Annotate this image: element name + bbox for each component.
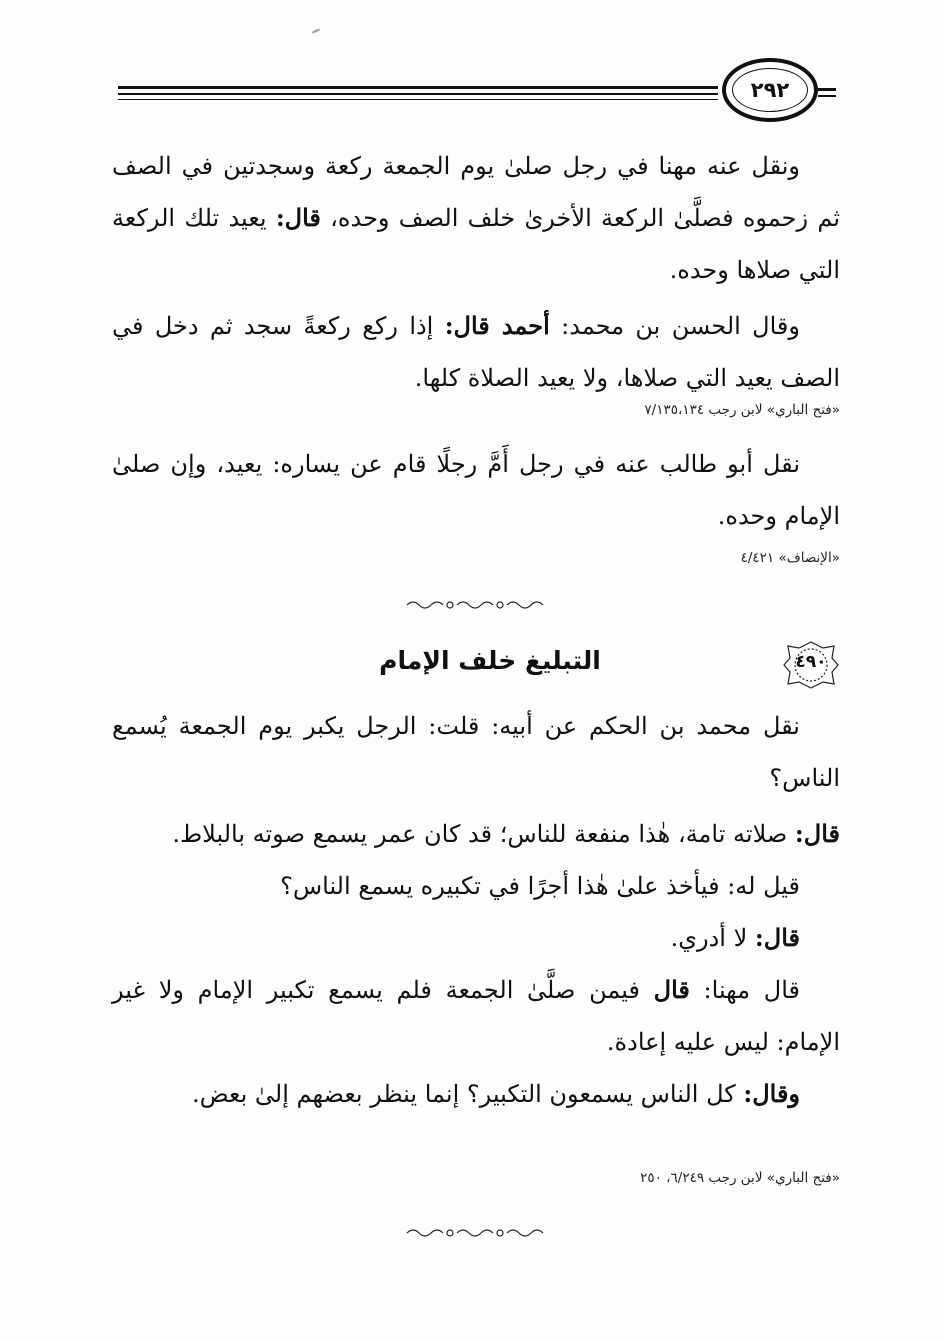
paragraph (112, 860, 840, 912)
paragraph: نقل أبو طالب عنه في رجل أَمَّ رجلًا قام عن يساره: يعيد، وإن صلىٰ الإمام وحده. (112, 450, 840, 530)
keyword: قال: (754, 923, 800, 952)
keyword: قال: (275, 203, 321, 232)
paragraph (112, 808, 840, 860)
paragraph-text: ونقل عنه مهنا في رجل صلىٰ يوم الجمعة ركعة وسجدتين في الصف ثم زحموه فصلَّىٰ الركعة الأخرىٰ خلف الصف وحده، (112, 152, 841, 232)
keyword: وقال: (743, 1079, 800, 1108)
paragraph-text: يعيد تلك الركعة التي صلاها وحده. (112, 204, 840, 284)
text-block (112, 438, 840, 542)
paragraph (112, 1068, 840, 1120)
paragraph: نقل محمد بن الحكم عن أبيه: قلت: الرجل يكبر يوم الجمعة يُسمع الناس؟ (112, 712, 840, 792)
text-block-top (112, 140, 840, 404)
section-number: ٤٩٠ (795, 652, 827, 672)
paragraph-text: إذا ركع ركعةً سجد ثم دخل في الصف يعيد التي صلاها، ولا يعيد الصلاة كلها. (112, 312, 840, 392)
paragraph (112, 140, 840, 296)
header-rule (118, 93, 718, 95)
paragraph (112, 300, 840, 404)
source-reference: «فتح الباري» لابن رجب ٦/٢٤٩، ٢٥٠ (640, 1170, 840, 1186)
header-rule-tail (818, 95, 836, 97)
source-reference: «الإنصاف» ٤/٤٢١ (740, 550, 840, 566)
source-reference: «فتح الباري» لابن رجب ٧/١٣٥،١٣٤ (644, 402, 840, 418)
paragraph-text: كل الناس يسمعون التكبير؟ إنما ينظر بعضهم إلىٰ بعض. (191, 1080, 744, 1108)
paragraph (112, 912, 840, 964)
ornament-divider (405, 1226, 555, 1240)
keyword: قال (653, 975, 690, 1004)
paragraph-text: صلاته تامة، هٰذا منفعة للناس؛ قد كان عمر يسمع صوته بالبلاط. (172, 820, 795, 848)
paragraph-text: لا أدري. (670, 924, 755, 952)
keyword: قال: (794, 819, 840, 848)
paragraph-text: قال مهنا: (689, 976, 801, 1004)
paragraph-text: فيمن صلَّىٰ الجمعة فلم يسمع تكبير الإمام ولا غير الإمام: ليس عليه إعادة. (112, 976, 840, 1056)
scan-speck (312, 28, 320, 33)
header-rule-tail (818, 88, 836, 91)
page-number-frame (722, 58, 818, 122)
header-rule (118, 86, 718, 89)
ornament-divider (405, 598, 555, 612)
paragraph (112, 964, 840, 1068)
paragraph-text: قيل له: فيأخذ علىٰ هٰذا أجرًا في تكبيره يسمع الناس؟ (280, 872, 800, 900)
section-title: التبليغ خلف الإمام (379, 646, 601, 675)
keyword: أحمد قال: (444, 311, 550, 340)
header-rule (118, 99, 718, 100)
page-number: ٢٩٢ (750, 77, 790, 102)
paragraph-text: وقال الحسن بن محمد: (549, 312, 800, 340)
text-block-section (112, 700, 840, 1120)
